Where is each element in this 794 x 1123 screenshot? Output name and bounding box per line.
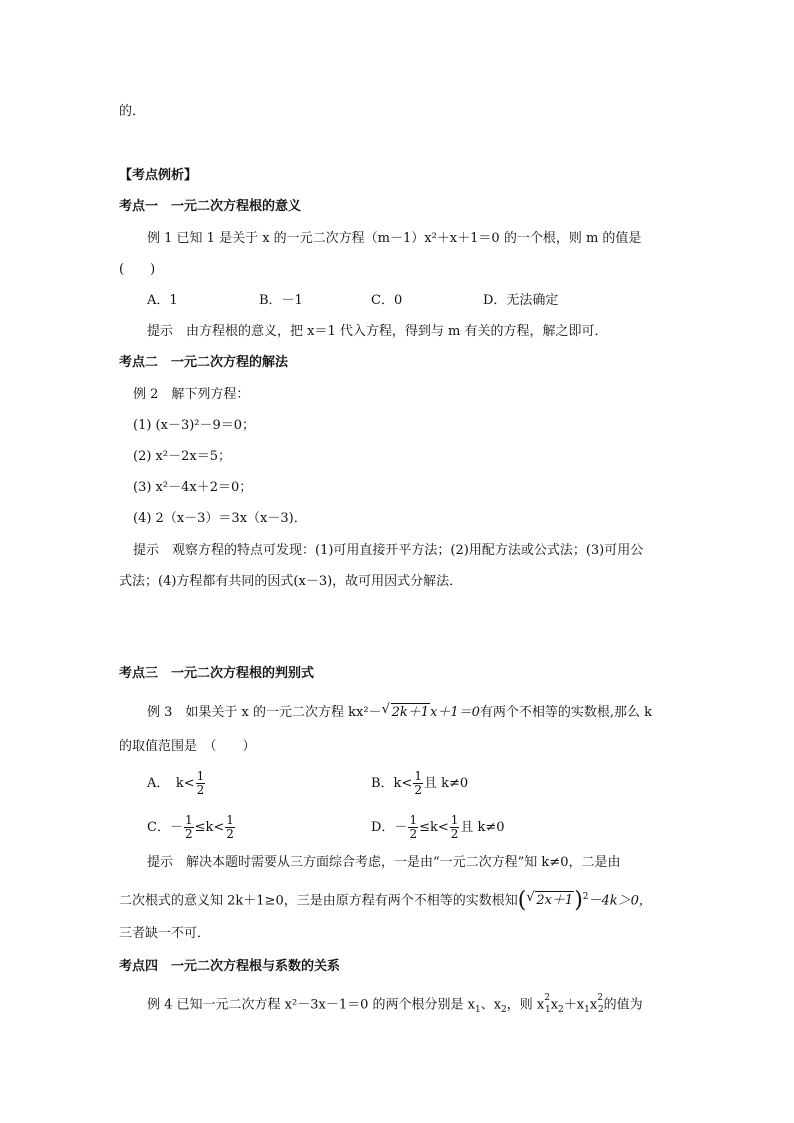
fraction-numerator: 1 — [226, 813, 234, 827]
kp2-hint-line2: 式法；(4)方程都有共同的因式(x－3)，故可用因式分解法． — [119, 574, 463, 589]
kp1-example: 例 1 已知 1 是关于 x 的一元二次方程（m－1）x²＋x＋1＝0 的一个根，则 m 的值是 — [147, 231, 642, 246]
fraction-half — [408, 814, 418, 841]
kp3-option-a — [147, 770, 206, 797]
fraction-numerator: 1 — [184, 813, 193, 827]
section-title: 【考点例析】 — [119, 168, 198, 183]
fraction-half — [184, 814, 194, 841]
kp4-title: 考点四 一元二次方程根与系数的关系 — [119, 959, 341, 974]
fraction-half — [196, 770, 206, 797]
kp4-expression: $^2_1x_2+x_1x^2_2$ — [544, 993, 604, 1015]
kp2-equation-4: (4) 2（x－3）＝3x（x－3)． — [133, 511, 307, 526]
kp2-title: 考点二 一元二次方程的解法 — [119, 355, 289, 370]
fraction-half — [450, 814, 460, 841]
kp3-hint-exponent: 2 — [582, 892, 589, 902]
kp1-hint: 提示 由方程根的意义，把 x＝1 代入方程，得到与 m 有关的方程，解之即可． — [147, 324, 608, 339]
kp3-option-c-label: C．－ — [147, 820, 183, 835]
kp3-title: 考点三 一元二次方程根的判别式 — [119, 666, 315, 681]
kp3-option-d-mid: ≤k< — [419, 820, 449, 835]
kp4-tail: 的值为 — [603, 997, 643, 1013]
kp3-hint-line2-prefix: 二次根式的意义知 2k＋1≥0，三是由原方程有两个不相等的实数根知 — [119, 893, 518, 909]
kp2-hint-line1: 提示 观察方程的特点可发现：(1)可用直接开平方法；(2)用配方法或公式法；(3)可用公 — [133, 543, 644, 558]
kp4-sub1: 1 — [474, 1004, 481, 1015]
fraction-denominator: 2 — [409, 827, 418, 841]
kp4-sub2: 2 — [501, 1004, 507, 1015]
kp3-option-b — [371, 770, 468, 797]
kp1-option-d: D．无法确定 — [483, 293, 559, 308]
kp3-example-line2: 的取值范围是 （ ） — [119, 739, 256, 754]
kp1-option-b: B．－1 — [259, 293, 303, 308]
kp4-example-prefix: 例 4 已知一元二次方程 x²－3x－1＝0 的两个根分别是 x — [147, 997, 475, 1013]
kp3-example-var: x＋1＝0 — [429, 705, 480, 720]
kp2-example: 例 2 解下列方程： — [133, 387, 250, 402]
fraction-denominator: 2 — [414, 783, 422, 797]
kp3-hint-line3: 三者缺一不可． — [119, 926, 211, 941]
fraction-numerator: 1 — [196, 769, 205, 783]
kp1-option-c: C．0 — [371, 293, 403, 308]
kp2-equation-1: (1) (x－3)²－9＝0； — [133, 418, 256, 433]
kp3-hint-line2 — [119, 887, 652, 913]
kp1-option-a: A．1 — [147, 293, 178, 308]
fraction-half — [225, 814, 235, 841]
kp3-option-b-label: B．k< — [371, 776, 413, 791]
fraction-numerator: 1 — [409, 813, 418, 827]
fraction-denominator: 2 — [196, 783, 205, 797]
fraction-half — [413, 770, 423, 797]
kp2-equation-3: (3) x²－4x＋2＝0； — [133, 480, 253, 495]
kp3-hint-line1: 提示 解决本题时需要从三方面综合考虑，一是由“一元二次方程”知 k≠0，二是由 — [147, 855, 621, 870]
radical-symbol — [526, 891, 574, 910]
kp3-option-d — [371, 814, 505, 841]
kp3-option-d-label: D．－ — [371, 820, 408, 835]
fraction-denominator: 2 — [450, 827, 459, 841]
kp4-suffix: ，则 x — [506, 997, 545, 1013]
kp3-option-b-suffix: 且 k≠0 — [423, 776, 469, 791]
fraction-numerator: 1 — [414, 769, 422, 783]
kp1-title: 考点一 一元二次方程根的意义 — [119, 199, 302, 214]
kp3-example-prefix: 例 3 如果关于 x 的一元二次方程 kx²－ — [147, 705, 382, 720]
kp4-mid: 、x — [480, 997, 502, 1013]
kp1-example-paren: ( ) — [119, 262, 156, 277]
radical-symbol — [382, 703, 430, 722]
top-fragment: 的． — [119, 104, 146, 119]
kp3-option-d-suffix: 且 k≠0 — [460, 820, 505, 835]
kp3-example-suffix: 有两个不相等的实数根,那么 k — [479, 705, 653, 720]
right-paren-icon: ) — [574, 887, 583, 913]
kp3-example — [147, 703, 652, 722]
left-paren-icon: ( — [517, 887, 527, 913]
kp3-option-a-label: A． k< — [147, 776, 195, 791]
kp3-hint-line2-suffix: －4k＞0， — [588, 893, 652, 909]
fraction-denominator: 2 — [226, 827, 234, 841]
kp2-equation-2: (2) x²－2x＝5； — [133, 449, 231, 464]
kp3-radicand: 2k＋1 — [391, 705, 429, 720]
fraction-numerator: 1 — [450, 813, 459, 827]
fraction-denominator: 2 — [184, 827, 193, 841]
kp3-option-c-mid: ≤k< — [194, 820, 225, 835]
kp3-hint-radicand: 2x＋1 — [536, 893, 574, 909]
kp3-option-c — [147, 814, 236, 841]
kp4-example — [147, 992, 643, 1019]
